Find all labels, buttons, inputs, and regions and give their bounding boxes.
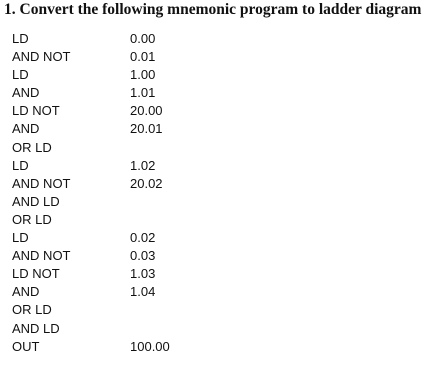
instruction-mnemonic: AND NOT (12, 248, 71, 264)
instruction-operand: 0.01 (130, 49, 156, 65)
instruction-operand: 100.00 (130, 338, 170, 354)
instruction-mnemonic: LD (12, 157, 29, 173)
instruction-operand: 1.02 (130, 157, 156, 173)
instruction-mnemonic: LD (12, 67, 29, 83)
instruction-mnemonic: OR LD (12, 139, 52, 155)
instruction-mnemonic: OR LD (12, 302, 52, 318)
instruction-operand: 0.02 (130, 230, 156, 246)
instruction-mnemonic: LD (12, 31, 29, 46)
instruction-operand: 20.02 (130, 175, 163, 191)
instruction-mnemonic: LD NOT (12, 103, 60, 119)
instruction-mnemonic: AND LD (12, 193, 60, 209)
instruction-mnemonic: AND NOT (12, 49, 71, 65)
instruction-operand: 1.01 (130, 85, 156, 101)
instruction-mnemonic: LD NOT (12, 266, 60, 282)
instruction-operand: 1.04 (130, 284, 156, 300)
instruction-operand: 20.00 (130, 103, 163, 119)
instruction-operand: 1.00 (130, 67, 156, 83)
instruction-mnemonic: AND NOT (12, 175, 71, 191)
instruction-operand: 20.01 (130, 121, 163, 137)
instruction-mnemonic: AND (12, 121, 40, 137)
instruction-mnemonic: AND LD (12, 320, 60, 336)
instruction-operand: 0.03 (130, 248, 156, 264)
instruction-mnemonic: LD (12, 230, 29, 246)
instruction-mnemonic: OR LD (12, 211, 52, 227)
instruction-mnemonic: AND (12, 85, 40, 101)
instruction-mnemonic: AND (12, 284, 40, 300)
instruction-operand: 1.03 (130, 266, 156, 282)
instruction-mnemonic: OUT (12, 338, 40, 354)
question-title: 1. Convert the following mnemonic program to ladder diagram (4, 1, 422, 18)
instruction-operand: 0.00 (130, 31, 156, 46)
